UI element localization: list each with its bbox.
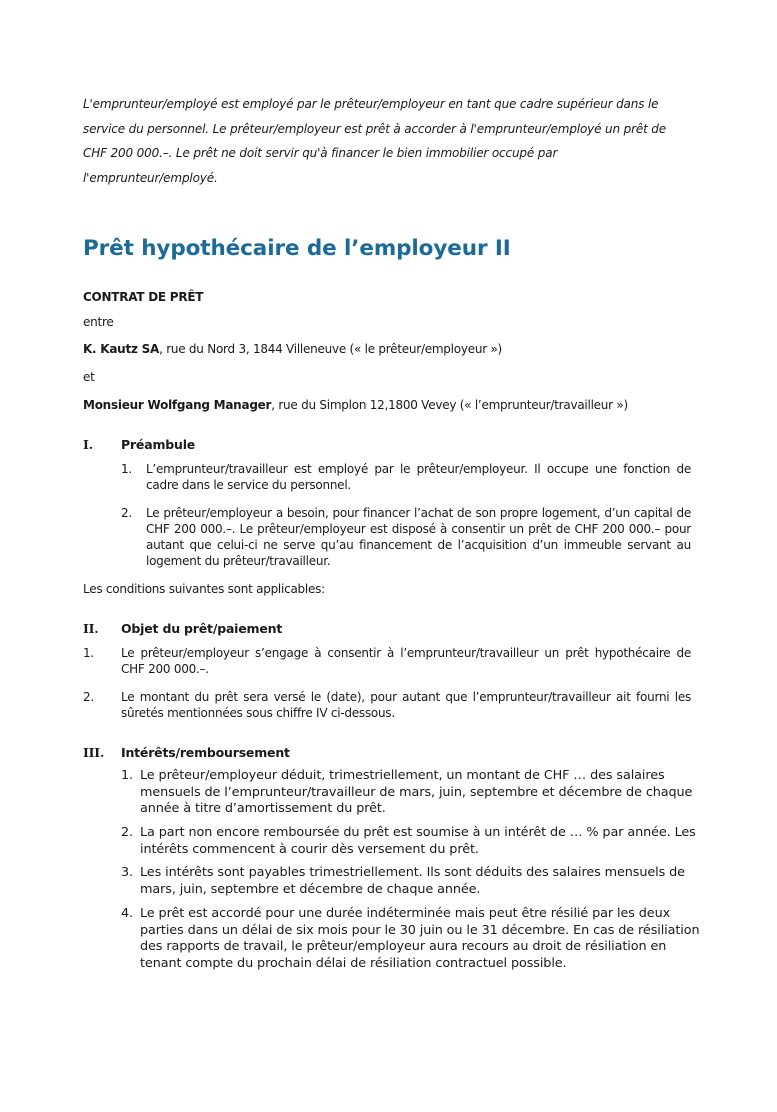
object-item-2 [83, 689, 691, 721]
item-text: Le montant du prêt sera versé le (date), pour autant que l’emprunteur/travailleur ait fourni les sûretés mentionnées sous chiffre IV ci-dessous. [121, 690, 691, 720]
borrower-line [83, 397, 628, 413]
item-number: 2. [121, 825, 134, 840]
preamble-item-1 [121, 461, 691, 493]
item-number: 3. [121, 865, 134, 880]
section-heading-interest [83, 745, 290, 761]
between-label: entre [83, 315, 114, 329]
interest-item-4 [121, 906, 700, 973]
section-number: II. [83, 621, 99, 636]
interest-item-2 [121, 825, 700, 858]
contract-heading: CONTRAT DE PRÊT [83, 290, 204, 304]
item-text: Le prêt est accordé pour une durée indéterminée mais peut être résilié par les deux parties dans un délai de six mois pour le 30 juin ou le 31 décembre. En cas de résiliation des rapports de travail, le prêteur/employeur aura recours au droit de résiliation en tenant compte du prochain délai de résiliation contractuel possible. [140, 906, 700, 972]
lender-line [83, 341, 502, 357]
preamble-item-2 [121, 505, 691, 569]
section-heading-object [83, 621, 282, 637]
conditions-intro: Les conditions suivantes sont applicables: [83, 582, 325, 596]
section-heading-preamble [83, 437, 195, 453]
section-title: Intérêts/remboursement [121, 745, 290, 760]
item-text: Le prêteur/employeur déduit, trimestriellement, un montant de CHF … des salaires mensuels de l’emprunteur/travailleur de mars, juin, septembre et décembre de chaque année à titre d’amortissement du prêt. [140, 768, 693, 817]
item-number: 4. [121, 906, 134, 921]
lender-name: K. Kautz SA [83, 342, 160, 356]
interest-item-1 [121, 768, 700, 818]
item-text: L’emprunteur/travailleur est employé par le prêteur/employeur. Il occupe une fonction de cadre dans le service du personnel. [146, 462, 691, 492]
item-text: Les intérêts sont payables trimestriellement. Ils sont déduits des salaires mensuels de mars, juin, septembre et décembre de chaque année. [140, 865, 685, 897]
section-number: III. [83, 745, 105, 760]
item-text: La part non encore remboursée du prêt est soumise à un intérêt de … % par année. Les intérêts commencent à courir dès versement du prêt. [140, 825, 696, 857]
item-number: 2. [83, 690, 94, 704]
section-title: Préambule [121, 437, 196, 452]
item-number: 1. [121, 462, 132, 476]
section-number: I. [83, 437, 93, 452]
section-title: Objet du prêt/paiement [121, 621, 283, 636]
document-title: Prêt hypothécaire de l’employeur II [83, 236, 511, 261]
interest-item-3 [121, 865, 700, 898]
item-text: Le prêteur/employeur a besoin, pour financer l’achat de son propre logement, d’un capital de CHF 200 000.–. Le prêteur/employeur est disposé à consentir un prêt de CHF 200 000.– pour autant que celui-ci ne serve qu’au financement de l’acquisition d’un immeuble servant au logement du prêteur/travailleur. [146, 506, 691, 568]
item-number: 1. [121, 768, 134, 783]
intro-paragraph: L'emprunteur/employé est employé par le prêteur/employeur en tant que cadre supérieur dans le service du personnel. Le prêteur/employeur est prêt à accorder à l'emprunteur/employé un prêt de CHF 200 000.–. Le prêt ne doit servir qu'à financer le bien immobilier occupé par l'emprunteur/employé. [83, 97, 667, 185]
object-item-1 [83, 645, 691, 677]
item-number: 1. [83, 646, 94, 660]
and-label: et [83, 370, 95, 384]
lender-details: , rue du Nord 3, 1844 Villeneuve (« le prêteur/employeur ») [159, 342, 502, 356]
borrower-name: Monsieur Wolfgang Manager [83, 398, 272, 412]
item-number: 2. [121, 506, 132, 520]
item-text: Le prêteur/employeur s’engage à consentir à l’emprunteur/travailleur un prêt hypothécaire de CHF 200 000.–. [121, 646, 691, 676]
borrower-details: , rue du Simplon 12,1800 Vevey (« l’emprunteur/travailleur ») [271, 398, 628, 412]
